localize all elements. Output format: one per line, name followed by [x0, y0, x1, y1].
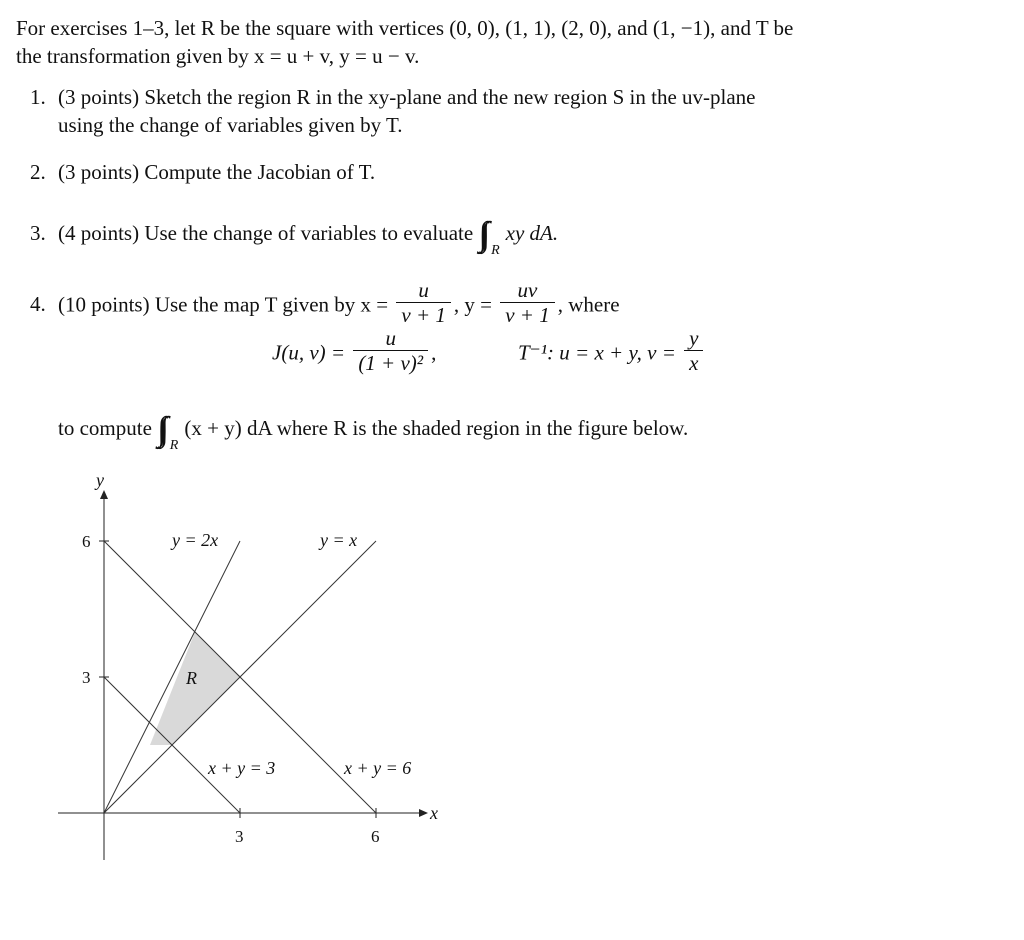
y-tick-label-6: 6 — [82, 532, 91, 551]
exercise-number: 1. — [30, 85, 46, 109]
exercise-number: 2. — [30, 160, 46, 184]
exercise-3 — [30, 216, 559, 258]
x-tick-label-6: 6 — [371, 827, 380, 846]
exercise-2-text: (3 points) Compute the Jacobian of T. — [58, 160, 376, 184]
x-axis-arrow-icon — [419, 809, 428, 817]
integral-subscript: R — [491, 243, 500, 258]
jacobian-denominator: (1 + v)² — [353, 350, 428, 375]
exercise-2 — [30, 158, 375, 186]
intro-text — [16, 14, 1006, 70]
label-y-equals-2x: y = 2x — [172, 530, 219, 550]
x-fraction — [396, 278, 451, 327]
double-integral-symbol: ∫∫ — [157, 411, 162, 448]
exercise-4 — [30, 278, 620, 331]
inverse-map-denominator: x — [684, 350, 703, 375]
exercise-4-prefix: (10 points) Use the map T given by x = — [58, 292, 389, 317]
exercise-1-line-1: (3 points) Sketch the region R in the xy-plane and the new region S in the uv-plane — [58, 85, 756, 109]
y-denominator: v + 1 — [500, 302, 555, 327]
jacobian-fraction — [353, 326, 428, 375]
shaded-region-r — [150, 632, 240, 745]
y-tick-label-3: 3 — [82, 668, 91, 687]
label-y-equals-x: y = x — [320, 530, 358, 550]
compute-prefix: to compute — [58, 416, 152, 440]
exercise-1 — [30, 83, 756, 139]
jacobian-lhs: J(u, v) = — [272, 340, 346, 365]
x-axis-label: x — [430, 803, 438, 823]
y-axis-arrow-icon — [100, 490, 108, 499]
jacobian-formula — [272, 326, 437, 379]
jacobian-comma: , — [431, 340, 437, 365]
jacobian-numerator: u — [385, 326, 396, 350]
label-x-plus-y-3: x + y = 3 — [208, 758, 276, 778]
region-label-r: R — [186, 668, 197, 688]
region-figure — [50, 462, 470, 872]
y-axis-label: y — [96, 470, 104, 490]
inverse-map-lhs: T⁻¹: u = x + y, v = — [518, 340, 676, 365]
inverse-map-formula — [518, 326, 706, 379]
exercise-3-integrand: xy dA. — [505, 221, 559, 245]
exercise-4-mid: , y = — [453, 292, 492, 317]
integral-subscript: R — [169, 438, 179, 453]
exercise-4-suffix: , where — [557, 292, 620, 317]
inverse-map-numerator: y — [689, 326, 699, 350]
exercise-3-prefix: (4 points) Use the change of variables to evaluate — [58, 221, 474, 245]
x-denominator: v + 1 — [396, 302, 451, 327]
label-x-plus-y-6: x + y = 6 — [344, 758, 412, 778]
compute-line — [58, 411, 689, 453]
x-numerator: u — [418, 278, 429, 302]
y-numerator: uv — [517, 278, 538, 302]
inverse-map-fraction — [684, 326, 703, 375]
x-tick-label-3: 3 — [235, 827, 244, 846]
compute-rest: (x + y) dA where R is the shaded region in the figure below. — [184, 416, 689, 440]
exercise-number: 4. — [30, 292, 46, 317]
exercise-1-line-2: using the change of variables given by T. — [58, 113, 403, 137]
double-integral-symbol: ∫∫ — [478, 216, 484, 253]
exercise-number: 3. — [30, 221, 46, 245]
intro-line-2: the transformation given by x = u + v, y = u − v. — [16, 44, 420, 68]
intro-line-1: For exercises 1–3, let R be the square with vertices (0, 0), (1, 1), (2, 0), and (1, −1), and T be — [16, 16, 794, 40]
y-fraction — [500, 278, 555, 327]
